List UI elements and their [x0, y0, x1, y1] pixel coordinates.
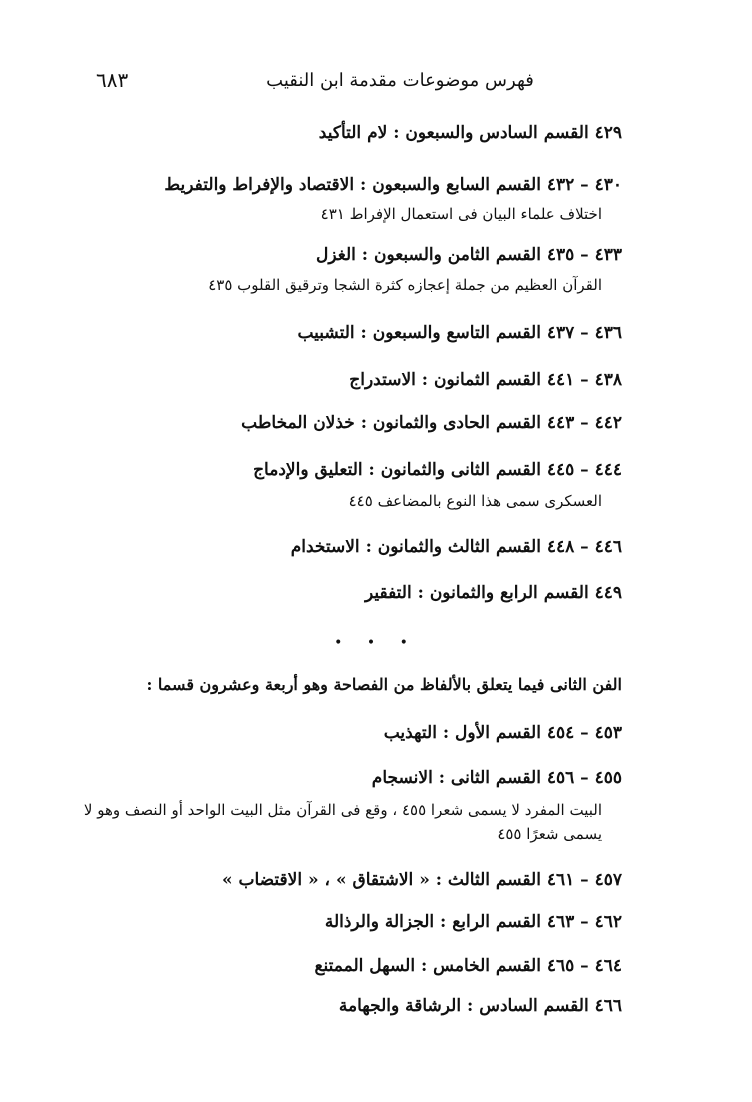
toc-subentry: البيت المفرد لا يسمى شعرا ٤٥٥ ، وقع فى القرآن مثل البيت الواحد أو النصف وهو لا يسمى شعرًا ٤٥٥ [83, 801, 602, 843]
toc-entry: ٤٤٦ – ٤٤٨ القسم الثالث والثمانون : الاستخدام [290, 537, 622, 557]
toc-entry: ٤٤٩ القسم الرابع والثمانون : التفقير [364, 583, 622, 603]
toc-entry: ٤٣٣ – ٤٣٥ القسم الثامن والسبعون : الغزل [316, 245, 622, 265]
toc-entry: ٤٣٠ – ٤٣٢ القسم السابع والسبعون : الاقتصاد والإفراط والتفريط [164, 175, 622, 195]
toc-entry: ٤٦٢ – ٤٦٣ القسم الرابع : الجزالة والرذالة [324, 912, 622, 932]
toc-entry: ٤٦٤ – ٤٦٥ القسم الخامس : السهل الممتنع [314, 956, 622, 976]
toc-entry: ٤٤٤ – ٤٤٥ القسم الثانى والثمانون : التعليق والإدماج [253, 460, 622, 480]
toc-entry: ٤٢٩ القسم السادس والسبعون : لام التأكيد [318, 123, 622, 143]
toc-subentry: القرآن العظيم من جملة إعجازه كثرة الشجا وترقيق القلوب ٤٣٥ [208, 276, 602, 294]
toc-subentry: العسكرى سمى هذا النوع بالمضاعف ٤٤٥ [348, 492, 602, 510]
section-separator: • • • [334, 635, 418, 651]
section-intro: الفن الثانى فيما يتعلق بالألفاظ من الفصاحة وهو أربعة وعشرون قسما : [146, 675, 622, 694]
toc-entry: ٤٦٦ القسم السادس : الرشاقة والجهامة [338, 996, 622, 1016]
toc-entry: ٤٣٨ – ٤٤١ القسم الثمانون : الاستدراج [349, 370, 622, 390]
toc-entry: ٤٣٦ – ٤٣٧ القسم التاسع والسبعون : التشبيب [297, 323, 622, 343]
toc-entry: ٤٥٧ – ٤٦١ القسم الثالث : « الاشتقاق » ، « الاقتضاب » [221, 870, 622, 890]
running-header-title: فهرس موضوعات مقدمة ابن النقيب [266, 70, 534, 91]
page-number: ٦٨٣ [96, 68, 129, 92]
toc-entry: ٤٤٢ – ٤٤٣ القسم الحادى والثمانون : خذلان المخاطب [241, 413, 622, 433]
toc-entry: ٤٥٥ – ٤٥٦ القسم الثانى : الانسجام [371, 768, 622, 788]
toc-subentry: اختلاف علماء البيان فى استعمال الإفراط ٤٣١ [320, 205, 602, 223]
toc-entry: ٤٥٣ – ٤٥٤ القسم الأول : التهذيب [383, 723, 622, 743]
